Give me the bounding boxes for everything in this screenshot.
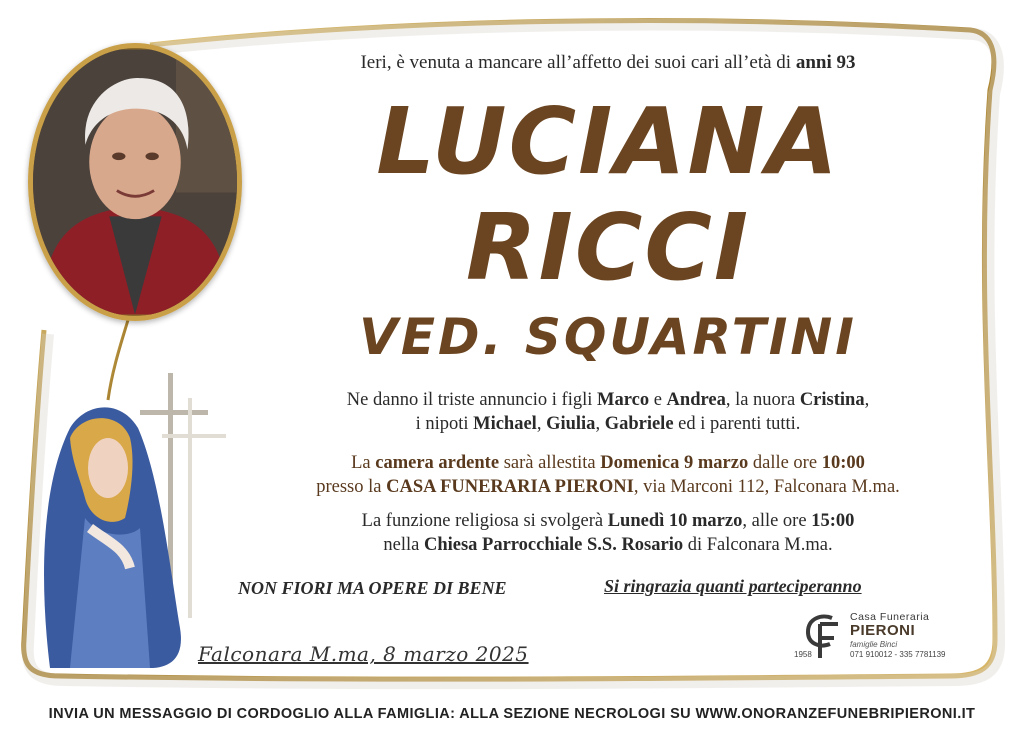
church-name: Chiesa Parrocchiale S.S. Rosario <box>423 535 684 555</box>
text-segment: e <box>649 390 667 410</box>
age: anni 93 <box>795 52 856 73</box>
text-segment: , la nuora <box>725 390 800 410</box>
camera-ardente-paragraph <box>238 451 978 499</box>
text-segment: , alle ore <box>742 511 812 531</box>
place-date: Falconara M.ma, 8 marzo 2025 <box>198 642 529 666</box>
relative-name: Michael <box>473 414 537 434</box>
camera-ardente: camera ardente <box>375 453 500 473</box>
funeral-day: Lunedì 10 marzo <box>607 511 743 531</box>
text-segment: presso la <box>316 477 387 497</box>
relative-name: Andrea <box>666 390 726 410</box>
text-segment: ed i parenti tutti. <box>673 414 801 434</box>
text-segment: sarà allestita <box>499 453 601 473</box>
text-segment: La <box>351 453 376 473</box>
text-segment: , <box>595 414 605 434</box>
relative-name: Marco <box>597 390 650 410</box>
text-segment: , <box>864 390 870 410</box>
text-segment: Ne danno il triste annuncio i figli <box>346 390 598 410</box>
funeral-paragraph <box>238 509 978 557</box>
last-name: RICCI <box>465 194 751 301</box>
logo-year: 1958 <box>794 650 812 659</box>
announcement-paragraph <box>238 388 978 436</box>
text-segment: , <box>536 414 547 434</box>
logo-subtitle: famiglie Binci <box>850 640 898 649</box>
footer-banner: INVIA UN MESSAGGIO DI CORDOGLIO ALLA FAMIGLIA: ALLA SEZIONE NECROLOGI SU WWW.ONORANZEFUNEBRIPIERONI.IT <box>48 706 976 722</box>
widow-name: VED. SQUARTINI <box>359 308 857 366</box>
madonna-cross-image <box>30 368 230 673</box>
logo-phones: 071 910012 - 335 7781139 <box>850 650 946 659</box>
text-segment: di Falconara M.ma. <box>683 535 833 555</box>
svg-text:CF: CF <box>802 612 804 613</box>
first-name: LUCIANA <box>376 88 840 195</box>
logo-name: PIERONI <box>850 622 916 639</box>
funeral-time: 15:00 <box>811 511 855 531</box>
intro-sentence: Ieri, è venuta a mancare all’affetto dei suoi cari all’età di <box>360 52 796 73</box>
text-segment: i nipoti <box>415 414 474 434</box>
thanks-note: Si ringrazia quanti parteciperanno <box>604 576 862 596</box>
no-flowers-note: NON FIORI MA OPERE DI BENE <box>238 578 507 598</box>
wake-day: Domenica 9 marzo <box>600 453 749 473</box>
wake-time: 10:00 <box>821 453 865 473</box>
funeral-home-logo <box>792 608 982 664</box>
wake-place: CASA FUNERARIA PIERONI <box>386 477 634 497</box>
relative-name: Gabriele <box>604 414 674 434</box>
text-segment: dalle ore <box>748 453 822 473</box>
relative-name: Cristina <box>799 390 865 410</box>
deceased-portrait <box>28 43 242 321</box>
text-segment: La funzione religiosa si svolgerà <box>361 511 608 531</box>
portrait-image <box>33 48 237 316</box>
logo-line-1: Casa Funeraria <box>850 611 930 623</box>
text-segment: , via Marconi 112, Falconara M.ma. <box>633 477 900 497</box>
text-segment: nella <box>383 535 424 555</box>
intro-text <box>250 52 966 74</box>
relative-name: Giulia <box>546 414 596 434</box>
